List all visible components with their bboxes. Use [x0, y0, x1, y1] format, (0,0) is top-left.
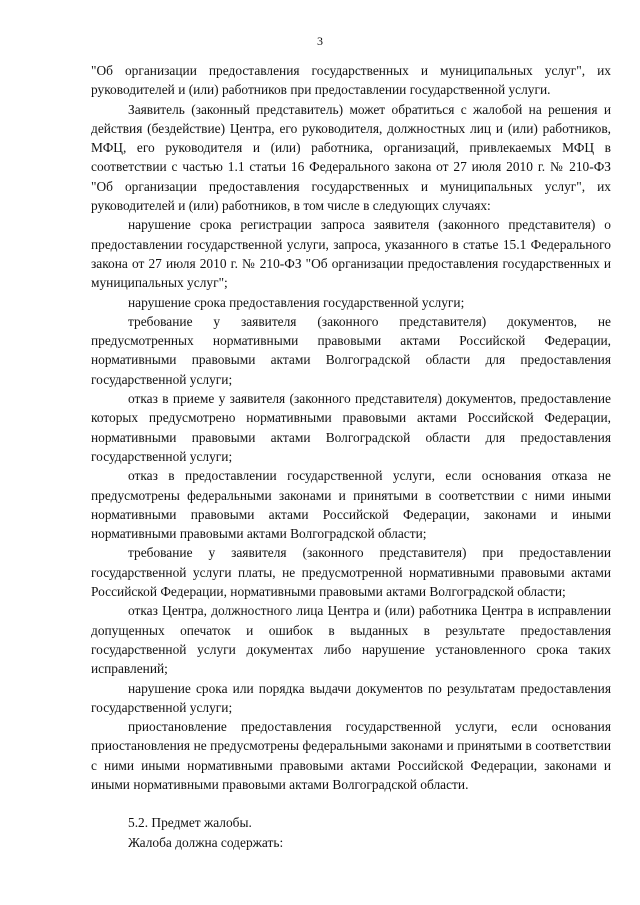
section-heading: 5.2. Предмет жалобы. [128, 815, 252, 831]
list-item-refusal-of-service: отказ в предоставлении государственной услуги, если основания отказа не предусмотрены федеральными законами и принятыми в соответствии с ними иными нормативными правовыми актами Российской Федерации, законами и иными нормативными правовыми актами Волгоградской области; [91, 468, 611, 542]
paragraph-complaint-right: Заявитель (законный представитель) может обратиться с жалобой на решения и действия (бездействие) Центра, его руководителя, должностных лиц и (или) работников, МФЦ, его руководителя и (или) работника, организаций, привлекаемых МФЦ в соответствии с частью 1.1 статьи 16 Федерального закона от 27 июля 2010 г. № 210-ФЗ "Об организации предоставления государственных и муниципальных услуг", их руководителей и (или) работников, в том числе в следующих случаях: [91, 101, 611, 214]
list-item-refusal-to-accept: отказ в приеме у заявителя (законного представителя) документов, предоставление которых предусмотрено нормативными правовыми актами Российской Федерации, нормативными правовыми актами Волгоградской области для предоставления государственной услуги; [91, 391, 611, 464]
page-number: 3 [317, 34, 323, 48]
section-lead-text: Жалоба должна содержать: [128, 834, 284, 850]
list-item-service-deadline: нарушение срока предоставления государственной услуги; [128, 294, 465, 310]
list-item-correction-refusal: отказ Центра, должностного лица Центра и (или) работника Центра в исправлении допущенных опечаток и ошибок в выданных в результате предоставления государственной услуги документах либо нарушение установленного срока таких исправлений; [91, 603, 611, 677]
list-item-suspension: приостановление предоставления государственной услуги, если основания приостановления не предусмотрены федеральными законами и принятыми в соответствии с ними иными нормативными правовыми актами Российской Федерации, законами и иными нормативными правовыми актами Волгоградской области. [91, 719, 611, 792]
list-item-issuance-violation: нарушение срока или порядка выдачи документов по результатам предоставления государственной услуги; [91, 680, 611, 715]
paragraph-law-title-continuation: "Об организации предоставления государственных и муниципальных услуг", их руководителей и (или) работников при предоставлении государственной услуги. [91, 63, 611, 98]
list-item-illegal-fee: требование у заявителя (законного представителя) при предоставлении государственной услуги платы, не предусмотренной нормативными правовыми актами Российской Федерации, нормативными правовыми актами Волгоградской области; [91, 545, 611, 600]
list-item-registration-deadline: нарушение срока регистрации запроса заявителя (законного представителя) о предоставлении государственной услуги, запроса, указанного в статье 15.1 Федерального закона от 27 июля 2010 г. № 210-ФЗ "Об организации предоставления государственных и муниципальных услуг"; [91, 217, 611, 291]
list-item-extra-documents: требование у заявителя (законного представителя) документов, не предусмотренных нормативными правовыми актами Российской Федерации, нормативными правовыми актами Волгоградской области для предоставления государственной услуги; [91, 313, 611, 387]
document-body [91, 61, 611, 852]
